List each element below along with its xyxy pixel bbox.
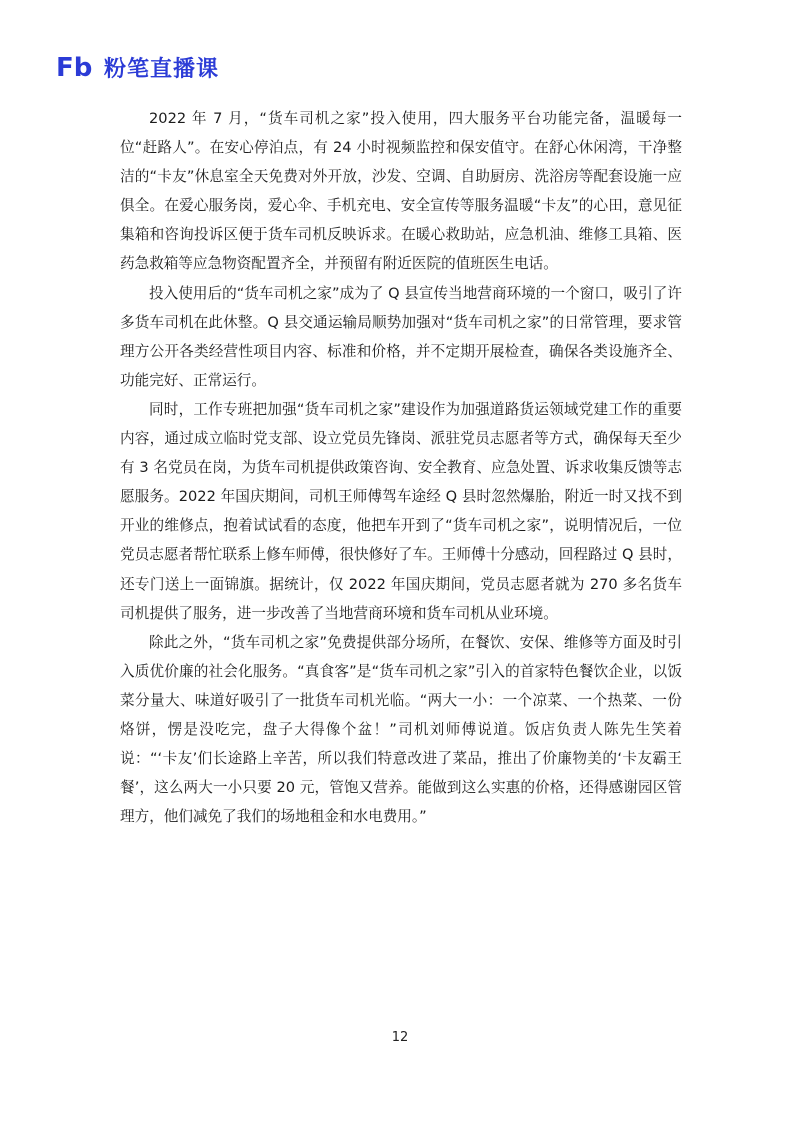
page-header — [56, 52, 219, 82]
paragraph-3: 同时，工作专班把加强“货车司机之家”建设作为加强道路货运领域党建工作的重要内容，通过成立临时党支部、设立党员先锋岗、派驻党员志愿者等方式，确保每天至少有 3 名党员在岗，为货车司机提供政策咨询、安全教育、应急处置、诉求收集反馈等志愿服务。2022 年国庆期间，司机王师傅驾车途经 Q 县时忽然爆胎，附近一时又找不到开业的维修点，抱着试试看的态度，他把车开到了“货车司机之家”，说明情况后，一位党员志愿者帮忙联系上修车师傅，很快修好了车。王师傅十分感动，回程路过 Q 县时，还专门送上一面锦旗。据统计，仅 2022 年国庆期间，党员志愿者就为 270 多名货车司机提供了服务，进一步改善了当地营商环境和货车司机从业环境。 — [120, 400, 682, 622]
paragraph-2: 投入使用后的“货车司机之家”成为了 Q 县宣传当地营商环境的一个窗口，吸引了许多货车司机在此休整。Q 县交通运输局顺势加强对“货车司机之家”的日常管理，要求管理方公开各类经营性项目内容、标准和价格，并不定期开展检查，确保各类设施齐全、功能完好、正常运行。 — [120, 284, 682, 389]
paragraph-4: 除此之外，“货车司机之家”免费提供部分场所，在餐饮、安保、维修等方面及时引入质优价廉的社会化服务。“真食客”是“货车司机之家”引入的首家特色餐饮企业，以饭菜分量大、味道好吸引了一批货车司机光临。“两大一小：一个凉菜、一个热菜、一份烙饼，愣是没吃完，盘子大得像个盆！”司机刘师傅说道。饭店负责人陈先生笑着说：“‘卡友’们长途路上辛苦，所以我们特意改进了菜品，推出了价廉物美的‘卡友霸王餐’，这么两大一小只要 20 元，管饱又营养。能做到这么实惠的价格，还得感谢园区管理方，他们减免了我们的场地租金和水电费用。” — [120, 633, 682, 826]
brand-name: 粉笔直播课 — [104, 56, 220, 82]
fb-logo-letters: Fb — [56, 53, 93, 81]
fb-logo-icon — [56, 53, 98, 81]
page-number: 12 — [391, 1030, 409, 1045]
paragraph-1: 2022 年 7 月，“货车司机之家”投入使用，四大服务平台功能完备，温暖每一位“赶路人”。在安心停泊点，有 24 小时视频监控和保安值守。在舒心休闲湾，干净整洁的“卡友”休息室全天免费对外开放，沙发、空调、自助厨房、洗浴房等配套设施一应俱全。在爱心服务岗，爱心伞、手机充电、安全宣传等服务温暖“卡友”的心田，意见征集箱和咨询投诉区便于货车司机反映诉求。在暖心救助站，应急机油、维修工具箱、医药急救箱等应急物资配置齐全，并预留有附近医院的值班医生电话。 — [120, 110, 682, 273]
article-body — [120, 104, 682, 831]
